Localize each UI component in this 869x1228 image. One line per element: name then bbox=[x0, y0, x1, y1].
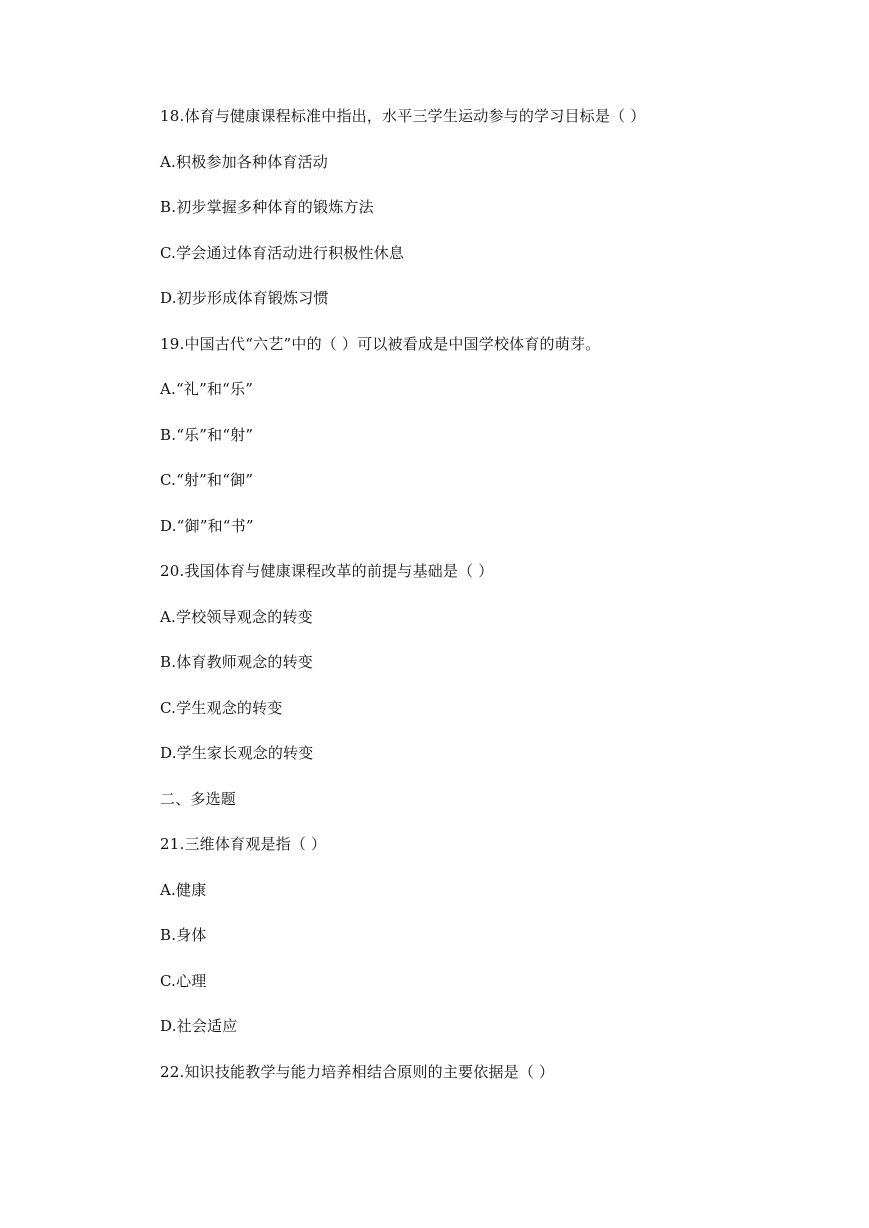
question-18-option-b: B.初步掌握多种体育的锻炼方法 bbox=[160, 198, 374, 216]
question-18-option-d: D.初步形成体育锻炼习惯 bbox=[160, 289, 329, 307]
question-21-option-b: B.身体 bbox=[160, 926, 207, 944]
question-19-option-d: D.“御”和“书” bbox=[160, 517, 254, 535]
question-21-option-d: D.社会适应 bbox=[160, 1017, 238, 1035]
question-21: 21.三维体育观是指（ ） bbox=[160, 835, 327, 853]
question-21-option-a: A.健康 bbox=[160, 881, 207, 899]
question-22: 22.知识技能教学与能力培养相结合原则的主要依据是（ ） bbox=[160, 1063, 555, 1081]
question-20-option-a: A.学校领导观念的转变 bbox=[160, 608, 313, 626]
question-18-option-c: C.学会通过体育活动进行积极性休息 bbox=[160, 244, 405, 262]
question-19: 19.中国古代“六艺”中的（ ）可以被看成是中国学校体育的萌芽。 bbox=[160, 335, 601, 353]
question-19-option-b: B.“乐”和“射” bbox=[160, 426, 254, 444]
question-19-option-c: C.“射”和“御” bbox=[160, 471, 254, 489]
question-21-option-c: C.心理 bbox=[160, 972, 207, 990]
section-heading-multiple-choice: 二、多选题 bbox=[160, 790, 237, 808]
question-20: 20.我国体育与健康课程改革的前提与基础是（ ） bbox=[160, 562, 494, 580]
question-20-option-c: C.学生观念的转变 bbox=[160, 699, 283, 717]
question-18-option-a: A.积极参加各种体育活动 bbox=[160, 153, 329, 171]
question-20-option-d: D.学生家长观念的转变 bbox=[160, 744, 314, 762]
question-20-option-b: B.体育教师观念的转变 bbox=[160, 653, 313, 671]
question-19-option-a: A.“礼”和“乐” bbox=[160, 380, 254, 398]
question-18: 18.体育与健康课程标准中指出，水平三学生运动参与的学习目标是（ ） bbox=[160, 107, 646, 125]
